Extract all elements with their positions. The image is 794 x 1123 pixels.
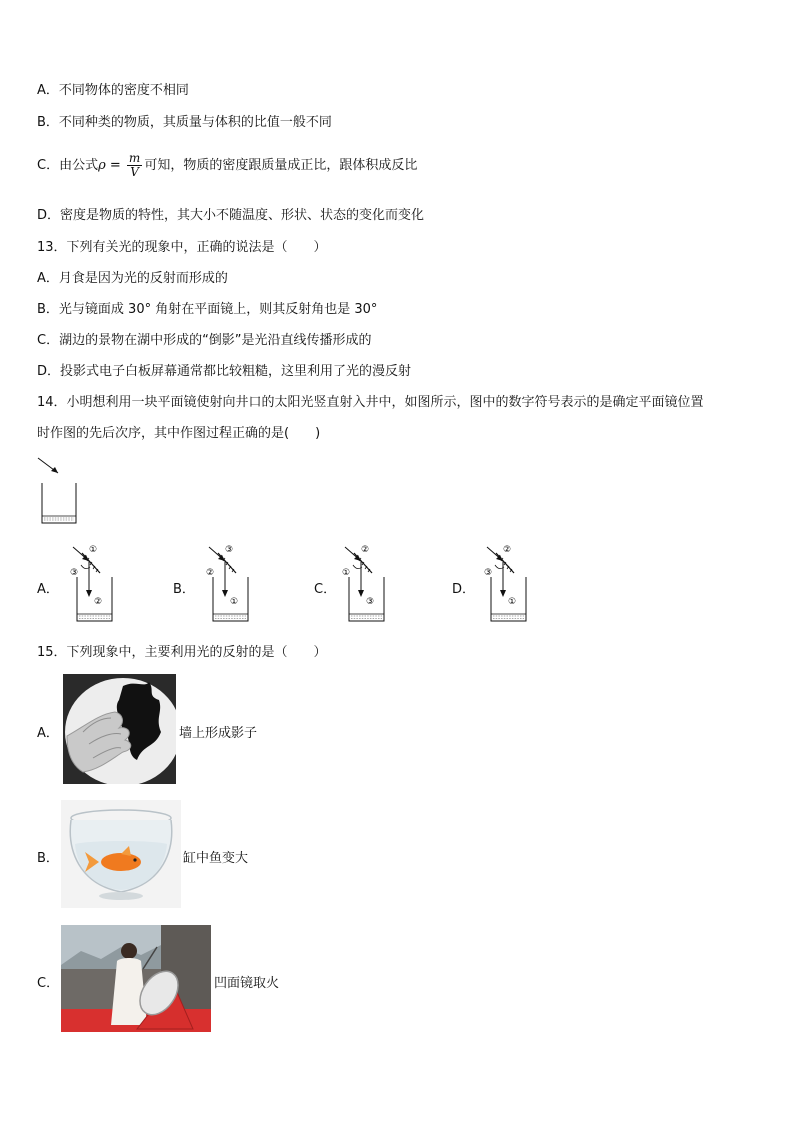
q13-option-b: B．光与镜面成 30° 角射在平面镜上，则其反射角也是 30° [37, 302, 378, 317]
arrowhead [500, 590, 506, 597]
water-hatch [493, 616, 524, 619]
q14-diagram-c [340, 543, 392, 625]
step-label-top: ② [361, 545, 370, 555]
q14-diagram-d [482, 543, 534, 625]
sun-ray-arrowhead [51, 467, 58, 473]
q13-option-c: C．湖边的景物在湖中形成的“倒影”是光沿直线传播形成的 [37, 333, 372, 348]
step-label-left: ② [206, 568, 215, 578]
q14-label-c: C． [314, 582, 337, 597]
water-hatch [215, 616, 246, 619]
formula-numerator: m [128, 151, 141, 165]
step-label-left: ③ [484, 568, 493, 578]
step-label-left: ① [342, 568, 351, 578]
q13-stem: 13．下列有关光的现象中，正确的说法是（ ） [37, 240, 327, 255]
goldfish-eye [133, 858, 136, 861]
step-label-bottom: ① [508, 597, 517, 607]
goldfish-body [101, 853, 141, 871]
q14-label-d: D． [452, 582, 476, 597]
formula-denominator: V [130, 165, 139, 179]
step-label-top: ③ [225, 545, 234, 555]
q14-main-figure [34, 455, 84, 530]
water-hatch [351, 616, 382, 619]
person-head [121, 943, 137, 959]
q12-option-c-prefix: C．由公式 [37, 158, 99, 173]
q14-diagram-b [204, 543, 256, 625]
q12-option-c [37, 152, 417, 179]
q14-label-a: A． [37, 582, 59, 597]
q12-option-b: B．不同种类的物质，其质量与体积的比值一般不同 [37, 115, 332, 130]
q15-label-b: B． [37, 851, 59, 866]
q12-option-d: D．密度是物质的特性，其大小不随温度、形状、状态的变化而变化 [37, 208, 425, 223]
q15-caption-b: 缸中鱼变大 [183, 851, 249, 866]
arrowhead [222, 590, 228, 597]
well-water [43, 516, 76, 523]
concave-mirror-image [61, 925, 211, 1032]
arrowhead [358, 590, 364, 597]
bowl-base [99, 892, 143, 900]
q15-label-c: C． [37, 976, 60, 991]
q14-stem-line2: 时作图的先后次序，其中作图过程正确的是( ) [37, 426, 321, 441]
step-label-bottom: ③ [366, 597, 375, 607]
step-label-bottom: ① [230, 597, 239, 607]
q15-label-a: A． [37, 726, 59, 741]
arrowhead [86, 590, 92, 597]
density-formula-fraction [127, 152, 142, 179]
step-label-bottom: ② [94, 597, 103, 607]
q14-stem-line1: 14．小明想利用一块平面镜使射向井口的太阳光竖直射入井中，如图所示，图中的数字符号表示的是确定平面镜位置 [37, 395, 704, 410]
water-hatch [79, 616, 110, 619]
step-label-top: ① [89, 545, 98, 555]
q14-label-b: B． [173, 582, 195, 597]
goldfish-bowl-image [61, 800, 181, 908]
q12-option-c-suffix: 可知，物质的密度跟质量成正比，跟体积成反比 [144, 158, 418, 173]
q13-option-a: A．月食是因为光的反射而形成的 [37, 271, 228, 286]
q13-option-d: D．投影式电子白板屏幕通常都比较粗糙，这里利用了光的漫反射 [37, 364, 412, 379]
q15-stem: 15．下列现象中，主要利用光的反射的是（ ） [37, 645, 327, 660]
q12-option-a: A．不同物体的密度不相同 [37, 83, 189, 98]
equals-sign: = [109, 158, 121, 173]
density-symbol: ρ [98, 158, 106, 173]
hand-shadow-image [63, 674, 176, 784]
q14-diagram-a [68, 543, 120, 625]
step-label-left: ③ [70, 568, 79, 578]
step-label-top: ② [503, 545, 512, 555]
q15-caption-c: 凹面镜取火 [214, 976, 280, 991]
q15-caption-a: 墙上形成影子 [179, 726, 258, 741]
